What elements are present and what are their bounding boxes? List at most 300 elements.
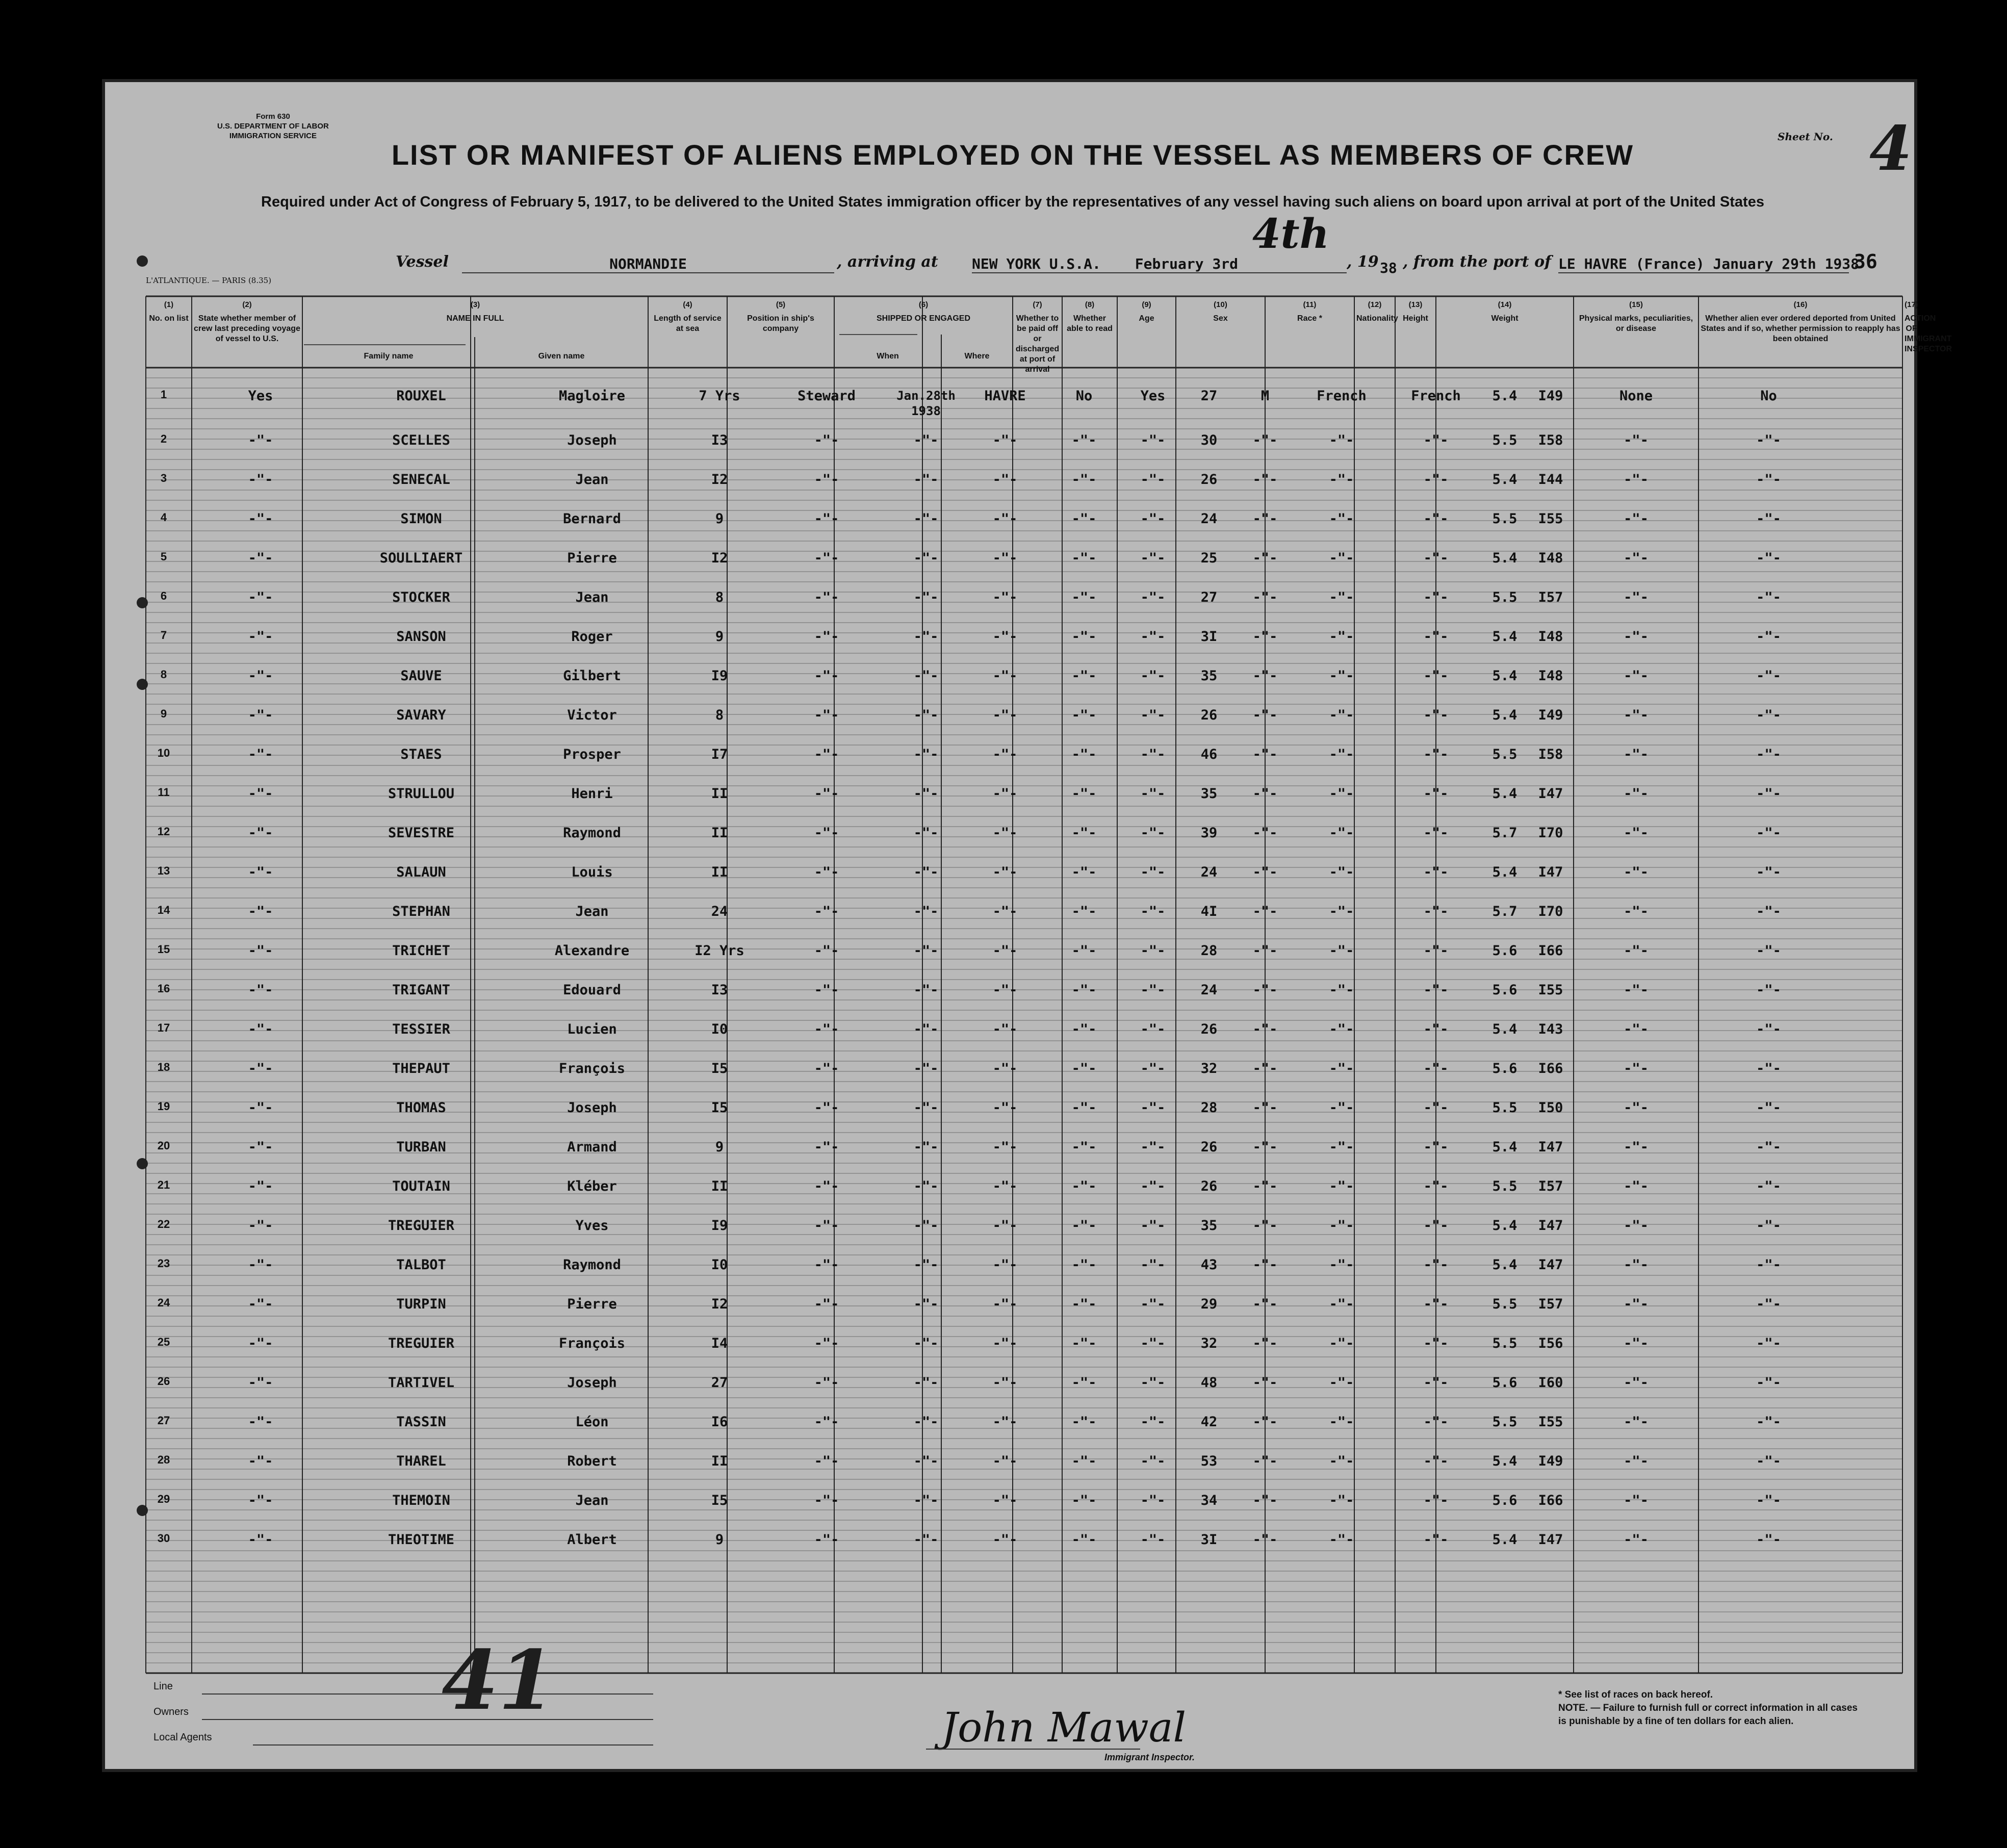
- cell-height: 5.5: [1492, 1336, 1517, 1351]
- cell-read: -"-: [1140, 1375, 1166, 1391]
- cell-weight: I47: [1538, 1257, 1563, 1273]
- cell-position: -"-: [814, 472, 839, 487]
- from-port: LE HAVRE (France) January 29th 1938: [1558, 255, 1860, 272]
- cell-position: -"-: [814, 1021, 839, 1037]
- cell-nationality: -"-: [1423, 550, 1449, 566]
- cell-family: TASSIN: [396, 1414, 446, 1430]
- cell-marks: -"-: [1624, 982, 1649, 998]
- cell-nationality: -"-: [1423, 668, 1449, 684]
- cell-paid: -"-: [1071, 1532, 1097, 1548]
- cell-paid: -"-: [1071, 511, 1097, 527]
- cell-where: -"-: [992, 1218, 1018, 1234]
- manifest-page: [102, 79, 1952, 1772]
- subcolumn-header: When: [877, 352, 899, 361]
- cell-nationality: -"-: [1423, 982, 1449, 998]
- cell-when: -"-: [913, 1493, 939, 1508]
- cell-deported: -"-: [1756, 747, 1781, 762]
- cell-nationality: -"-: [1423, 1414, 1449, 1430]
- cell-no: 3: [160, 472, 167, 484]
- cell-prev: -"-: [248, 511, 273, 527]
- cell-height: 5.5: [1492, 1296, 1517, 1312]
- cell-when: -"-: [913, 1061, 939, 1076]
- cell-height: 5.5: [1492, 589, 1517, 605]
- cell-when: Jan.28th 1938: [896, 389, 956, 418]
- cell-given: Edouard: [563, 982, 621, 998]
- cell-nationality: -"-: [1423, 589, 1449, 605]
- cell-weight: I47: [1538, 1218, 1563, 1234]
- cell-paid: No: [1075, 388, 1093, 404]
- cell-nationality: -"-: [1423, 825, 1449, 841]
- cell-read: -"-: [1140, 629, 1166, 645]
- cell-marks: -"-: [1624, 472, 1649, 487]
- cell-paid: -"-: [1071, 589, 1097, 605]
- cell-height: 5.5: [1492, 1100, 1517, 1116]
- cell-given: Yves: [575, 1218, 609, 1234]
- cell-nationality: -"-: [1423, 511, 1449, 527]
- cell-when: -"-: [913, 1178, 939, 1194]
- cell-position: -"-: [814, 982, 839, 998]
- cell-height: 5.7: [1492, 825, 1517, 841]
- column-header: NAME IN FULL: [446, 314, 504, 323]
- cell-family: TOUTAIN: [392, 1178, 450, 1194]
- cell-sex: -"-: [1252, 1139, 1278, 1155]
- cell-given: Joseph: [567, 432, 617, 448]
- cell-prev: -"-: [248, 1375, 273, 1391]
- cell-service: 8: [715, 589, 724, 605]
- punch-hole: [137, 679, 148, 690]
- cell-nationality: -"-: [1423, 904, 1449, 919]
- cell-race: -"-: [1329, 1139, 1354, 1155]
- cell-position: -"-: [814, 786, 839, 802]
- cell-marks: -"-: [1624, 1336, 1649, 1351]
- cell-marks: -"-: [1624, 1296, 1649, 1312]
- cell-weight: I48: [1538, 550, 1563, 566]
- cell-family: SEVESTRE: [388, 825, 455, 841]
- cell-height: 5.5: [1492, 747, 1517, 762]
- cell-read: -"-: [1140, 1061, 1166, 1076]
- cell-marks: -"-: [1624, 1218, 1649, 1234]
- cell-age: 26: [1200, 707, 1218, 723]
- cell-weight: I66: [1538, 943, 1563, 959]
- cell-read: -"-: [1140, 786, 1166, 802]
- cell-paid: -"-: [1071, 1414, 1097, 1430]
- cell-where: -"-: [992, 1453, 1018, 1469]
- cell-age: 48: [1200, 1375, 1218, 1391]
- cell-marks: -"-: [1624, 589, 1649, 605]
- column-header: Height: [1403, 314, 1428, 323]
- cell-sex: -"-: [1252, 982, 1278, 998]
- cell-height: 5.6: [1492, 1493, 1517, 1508]
- arrival-date: February 3rd: [1135, 255, 1239, 272]
- cell-weight: I43: [1538, 1021, 1563, 1037]
- cell-weight: I58: [1538, 432, 1563, 448]
- cell-age: 42: [1200, 1414, 1218, 1430]
- cell-no: 6: [160, 589, 167, 602]
- cell-deported: -"-: [1756, 550, 1781, 566]
- cell-deported: -"-: [1756, 1453, 1781, 1469]
- cell-deported: -"-: [1756, 943, 1781, 959]
- cell-race: -"-: [1329, 786, 1354, 802]
- column-number: (3): [470, 300, 480, 309]
- cell-when: -"-: [913, 1100, 939, 1116]
- cell-marks: -"-: [1624, 747, 1649, 762]
- cell-given: Albert: [567, 1532, 617, 1548]
- cell-age: 27: [1200, 589, 1218, 605]
- column-header: ACTION OF IMMIGRANT INSPECTOR: [1905, 314, 1952, 353]
- cell-prev: -"-: [248, 1139, 273, 1155]
- cell-deported: -"-: [1756, 432, 1781, 448]
- cell-prev: -"-: [248, 864, 273, 880]
- cell-sex: -"-: [1252, 1493, 1278, 1508]
- cell-age: 4I: [1200, 904, 1218, 919]
- cell-deported: -"-: [1756, 629, 1781, 645]
- cell-prev: -"-: [248, 550, 273, 566]
- cell-marks: -"-: [1624, 1139, 1649, 1155]
- cell-deported: -"-: [1756, 1493, 1781, 1508]
- cell-marks: -"-: [1624, 1532, 1649, 1548]
- cell-where: -"-: [992, 1061, 1018, 1076]
- cell-age: 53: [1200, 1453, 1218, 1469]
- cell-read: -"-: [1140, 1139, 1166, 1155]
- year-value: 38: [1380, 260, 1397, 276]
- column-header: Whether able to read: [1067, 314, 1113, 333]
- cell-read: -"-: [1140, 1021, 1166, 1037]
- cell-paid: -"-: [1071, 1021, 1097, 1037]
- cell-sex: -"-: [1252, 864, 1278, 880]
- cell-sex: -"-: [1252, 943, 1278, 959]
- cell-where: -"-: [992, 747, 1018, 762]
- form-service: IMMIGRATION SERVICE: [229, 132, 317, 140]
- cell-paid: -"-: [1071, 472, 1097, 487]
- cell-prev: -"-: [248, 1021, 273, 1037]
- cell-marks: -"-: [1624, 432, 1649, 448]
- cell-age: 32: [1200, 1061, 1218, 1076]
- cell-nationality: -"-: [1423, 943, 1449, 959]
- cell-given: Bernard: [563, 511, 621, 527]
- cell-nationality: -"-: [1423, 1178, 1449, 1194]
- cell-sex: -"-: [1252, 707, 1278, 723]
- cell-service: 27: [711, 1375, 728, 1391]
- cell-given: Victor: [567, 707, 617, 723]
- cell-given: Joseph: [567, 1100, 617, 1116]
- document-title: LIST OR MANIFEST OF ALIENS EMPLOYED ON THE VESSEL AS MEMBERS OF CREW: [391, 139, 1634, 171]
- cell-prev: -"-: [248, 1532, 273, 1548]
- cell-sex: -"-: [1252, 1296, 1278, 1312]
- cell-race: -"-: [1329, 707, 1354, 723]
- cell-nationality: -"-: [1423, 629, 1449, 645]
- cell-family: STRULLOU: [388, 786, 455, 802]
- cell-when: -"-: [913, 1139, 939, 1155]
- cell-service: I5: [711, 1493, 728, 1508]
- cell-no: 11: [158, 786, 170, 799]
- cell-family: SCELLES: [392, 432, 450, 448]
- cell-height: 5.4: [1492, 707, 1517, 723]
- cell-where: -"-: [992, 904, 1018, 919]
- vessel-label: Vessel: [396, 253, 449, 271]
- column-header: Nationality: [1356, 314, 1398, 323]
- cell-sex: -"-: [1252, 432, 1278, 448]
- cell-service: I7: [711, 747, 728, 762]
- subcolumn-header: Where: [964, 352, 990, 361]
- cell-service: I9: [711, 1218, 728, 1234]
- cell-read: -"-: [1140, 1336, 1166, 1351]
- cell-family: ROUXEL: [396, 388, 446, 404]
- cell-marks: -"-: [1624, 511, 1649, 527]
- cell-when: -"-: [913, 707, 939, 723]
- column-header: Whether alien ever ordered deported from United States and if so, whether permission to reapply has been obtained: [1701, 314, 1900, 343]
- cell-when: -"-: [913, 1414, 939, 1430]
- cell-position: -"-: [814, 1257, 839, 1273]
- cell-service: II: [711, 864, 728, 880]
- cell-position: -"-: [814, 550, 839, 566]
- cell-prev: -"-: [248, 432, 273, 448]
- cell-when: -"-: [913, 629, 939, 645]
- cell-when: -"-: [913, 1021, 939, 1037]
- cell-read: -"-: [1140, 1257, 1166, 1273]
- cell-position: -"-: [814, 1139, 839, 1155]
- cell-age: 30: [1200, 432, 1218, 448]
- cell-read: -"-: [1140, 1532, 1166, 1548]
- cell-no: 13: [157, 864, 170, 877]
- cell-paid: -"-: [1071, 943, 1097, 959]
- cell-marks: -"-: [1624, 1178, 1649, 1194]
- cell-weight: I57: [1538, 1178, 1563, 1194]
- cell-position: -"-: [814, 1296, 839, 1312]
- cell-height: 5.4: [1492, 629, 1517, 645]
- cell-family: TREGUIER: [388, 1336, 455, 1351]
- cell-position: -"-: [814, 1375, 839, 1391]
- cell-weight: I66: [1538, 1061, 1563, 1076]
- cell-given: Robert: [567, 1453, 617, 1469]
- column-header: Whether to be paid off or discharged at port of arrival: [1015, 314, 1060, 374]
- cell-family: THEMOIN: [392, 1493, 450, 1508]
- cell-sex: -"-: [1252, 1100, 1278, 1116]
- column-number: (12): [1368, 300, 1382, 309]
- cell-age: 25: [1200, 550, 1218, 566]
- cell-sex: M: [1260, 388, 1270, 404]
- cell-read: -"-: [1140, 1414, 1166, 1430]
- cell-race: -"-: [1329, 432, 1354, 448]
- cell-height: 5.4: [1492, 668, 1517, 684]
- cell-service: II: [711, 825, 728, 841]
- cell-weight: I49: [1538, 707, 1563, 723]
- cell-service: 24: [711, 904, 728, 919]
- cell-no: 26: [157, 1375, 170, 1388]
- cell-given: Jean: [575, 904, 609, 919]
- cell-nationality: -"-: [1423, 472, 1449, 487]
- column-header: Position in ship's company: [747, 314, 814, 333]
- cell-given: Gilbert: [563, 668, 621, 684]
- date-correction: 4th: [1252, 210, 1329, 258]
- column-header: Age: [1139, 314, 1154, 323]
- cell-nationality: -"-: [1423, 786, 1449, 802]
- column-number: (15): [1629, 300, 1643, 309]
- cell-age: 32: [1200, 1336, 1218, 1351]
- cell-position: -"-: [814, 511, 839, 527]
- cell-weight: I49: [1538, 388, 1563, 404]
- cell-when: -"-: [913, 786, 939, 802]
- cell-race: -"-: [1329, 1336, 1354, 1351]
- cell-family: SANSON: [396, 629, 446, 645]
- cell-sex: -"-: [1252, 1218, 1278, 1234]
- cell-race: -"-: [1329, 1178, 1354, 1194]
- cell-sex: -"-: [1252, 1336, 1278, 1351]
- cell-paid: -"-: [1071, 1375, 1097, 1391]
- cell-paid: -"-: [1071, 550, 1097, 566]
- cell-deported: -"-: [1756, 1375, 1781, 1391]
- cell-no: 10: [157, 747, 170, 759]
- cell-prev: -"-: [248, 1061, 273, 1076]
- cell-family: TARTIVEL: [388, 1375, 455, 1391]
- cell-family: TURPIN: [396, 1296, 446, 1312]
- cell-deported: -"-: [1756, 707, 1781, 723]
- punch-hole: [137, 1158, 148, 1169]
- cell-paid: -"-: [1071, 1493, 1097, 1508]
- cell-service: II: [711, 786, 728, 802]
- arriving-label: , arriving at: [837, 253, 938, 271]
- cell-given: Lucien: [567, 1021, 617, 1037]
- cell-race: -"-: [1329, 1218, 1354, 1234]
- cell-sex: -"-: [1252, 629, 1278, 645]
- cell-given: Pierre: [567, 550, 617, 566]
- cell-sex: -"-: [1252, 786, 1278, 802]
- line-label: Line: [153, 1681, 173, 1692]
- cell-read: -"-: [1140, 1178, 1166, 1194]
- cell-deported: -"-: [1756, 1414, 1781, 1430]
- cell-height: 5.6: [1492, 943, 1517, 959]
- cell-where: -"-: [992, 589, 1018, 605]
- cell-paid: -"-: [1071, 707, 1097, 723]
- cell-where: -"-: [992, 1414, 1018, 1430]
- cell-position: -"-: [814, 668, 839, 684]
- cell-no: 25: [157, 1336, 170, 1348]
- cell-where: -"-: [992, 943, 1018, 959]
- cell-no: 30: [157, 1532, 170, 1545]
- cell-race: -"-: [1329, 1257, 1354, 1273]
- sheet-label: Sheet No.: [1778, 131, 1833, 143]
- cell-marks: -"-: [1624, 825, 1649, 841]
- cell-read: -"-: [1140, 982, 1166, 998]
- cell-age: 35: [1200, 1218, 1218, 1234]
- cell-read: -"-: [1140, 825, 1166, 841]
- cell-where: -"-: [992, 1139, 1018, 1155]
- cell-no: 14: [157, 904, 170, 916]
- cell-service: I2: [711, 1296, 728, 1312]
- cell-marks: -"-: [1624, 1493, 1649, 1508]
- cell-sex: -"-: [1252, 511, 1278, 527]
- cell-height: 5.5: [1492, 1178, 1517, 1194]
- cell-nationality: -"-: [1423, 747, 1449, 762]
- cell-race: -"-: [1329, 1414, 1354, 1430]
- cell-position: -"-: [814, 904, 839, 919]
- cell-prev: -"-: [248, 786, 273, 802]
- cell-where: -"-: [992, 1021, 1018, 1037]
- column-header: State whether member of crew last preceding voyage of vessel to U.S.: [194, 314, 300, 343]
- cell-deported: -"-: [1756, 1336, 1781, 1351]
- cell-weight: I60: [1538, 1375, 1563, 1391]
- cell-marks: -"-: [1624, 1257, 1649, 1273]
- cell-weight: I47: [1538, 786, 1563, 802]
- cell-race: -"-: [1329, 747, 1354, 762]
- cell-age: 3I: [1200, 629, 1218, 645]
- cell-position: -"-: [814, 1336, 839, 1351]
- cell-given: François: [558, 1336, 626, 1351]
- cell-deported: -"-: [1756, 1532, 1781, 1548]
- cell-paid: -"-: [1071, 1100, 1097, 1116]
- column-number: (7): [1033, 300, 1042, 309]
- cell-read: -"-: [1140, 864, 1166, 880]
- cell-height: 5.7: [1492, 904, 1517, 919]
- cell-prev: -"-: [248, 1100, 273, 1116]
- cell-deported: -"-: [1756, 982, 1781, 998]
- cell-no: 18: [157, 1061, 170, 1073]
- cell-deported: -"-: [1756, 1178, 1781, 1194]
- cell-given: Raymond: [563, 825, 621, 841]
- cell-marks: -"-: [1624, 550, 1649, 566]
- cell-given: Kléber: [567, 1178, 617, 1194]
- cell-weight: I66: [1538, 1493, 1563, 1508]
- cell-deported: -"-: [1756, 668, 1781, 684]
- cell-family: STOCKER: [392, 589, 450, 605]
- cell-nationality: -"-: [1423, 1021, 1449, 1037]
- cell-service: I4: [711, 1336, 728, 1351]
- cell-age: 43: [1200, 1257, 1218, 1273]
- cell-marks: -"-: [1624, 904, 1649, 919]
- cell-when: -"-: [913, 1532, 939, 1548]
- cell-sex: -"-: [1252, 1453, 1278, 1469]
- cell-marks: -"-: [1624, 707, 1649, 723]
- cell-age: 35: [1200, 668, 1218, 684]
- cell-family: SENECAL: [392, 472, 450, 487]
- cell-position: Steward: [797, 388, 856, 404]
- column-header: Race *: [1297, 314, 1322, 323]
- column-number: (6): [918, 300, 929, 309]
- printer-mark: L'ATLANTIQUE. — PARIS (8.35): [146, 276, 272, 285]
- cell-when: -"-: [913, 1257, 939, 1273]
- cell-prev: -"-: [248, 747, 273, 762]
- cell-deported: -"-: [1756, 864, 1781, 880]
- cell-sex: -"-: [1252, 1375, 1278, 1391]
- cell-service: 9: [715, 629, 724, 645]
- cell-height: 5.6: [1492, 1375, 1517, 1391]
- cell-where: -"-: [992, 1375, 1018, 1391]
- cell-position: -"-: [814, 1493, 839, 1508]
- cell-no: 5: [160, 550, 167, 563]
- cell-where: -"-: [992, 432, 1018, 448]
- cell-nationality: -"-: [1423, 1375, 1449, 1391]
- cell-age: 26: [1200, 1178, 1218, 1194]
- cell-sex: -"-: [1252, 668, 1278, 684]
- handwritten-count: 41: [442, 1632, 555, 1728]
- cell-where: -"-: [992, 629, 1018, 645]
- cell-position: -"-: [814, 943, 839, 959]
- document-subtitle: Required under Act of Congress of February 5, 1917, to be delivered to the United States immigration officer by the representatives of any vessel having such aliens on board upon arrival at port of the United States: [261, 194, 1764, 210]
- cell-paid: -"-: [1071, 1218, 1097, 1234]
- cell-nationality: -"-: [1423, 1061, 1449, 1076]
- cell-read: -"-: [1140, 668, 1166, 684]
- cell-given: Joseph: [567, 1375, 617, 1391]
- cell-deported: -"-: [1756, 1139, 1781, 1155]
- cell-family: THAREL: [396, 1453, 446, 1469]
- cell-family: STEPHAN: [392, 904, 450, 919]
- cell-no: 16: [157, 982, 170, 995]
- cell-sex: -"-: [1252, 589, 1278, 605]
- cell-height: 5.4: [1492, 1218, 1517, 1234]
- subcolumn-header: Family name: [364, 352, 414, 361]
- cell-deported: -"-: [1756, 472, 1781, 487]
- cell-race: -"-: [1329, 982, 1354, 998]
- column-header: Physical marks, peculiarities, or disease: [1579, 314, 1693, 333]
